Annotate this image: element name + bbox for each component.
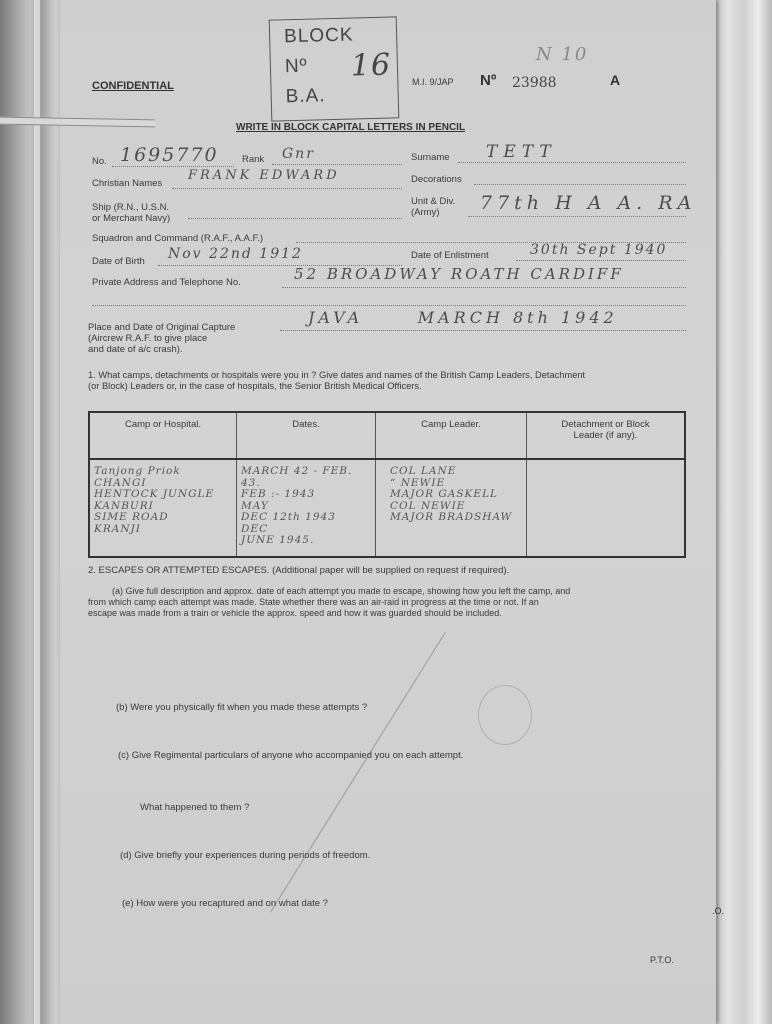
christian-label: Christian Names [92, 178, 163, 189]
leader-entry: “ NEWIE [390, 476, 446, 489]
date-entry: JUNE 1945. [241, 534, 315, 546]
stacked-pages-edge [714, 0, 772, 1024]
date-entry: DEC [241, 522, 269, 535]
block-stamp [269, 16, 400, 121]
camp-entry: HENTOCK JUNGLE [94, 488, 215, 500]
stamp-ba: B.A. [285, 85, 326, 108]
stamp-block-number: 16 [350, 47, 392, 84]
date-entry: MAY [241, 499, 269, 512]
decorations-label: Decorations [411, 174, 462, 185]
camp-entry: KANBURI [94, 499, 154, 512]
dob-label: Date of Birth [92, 256, 145, 267]
form-suffix: A [610, 72, 621, 88]
question-2a-line-2: from which camp each attempt was made. State whether there was an air-raid in progress at the time or not. If an [88, 597, 539, 607]
number-label: Nº [480, 72, 497, 89]
question-2a-line-1: (a) Give full description and approx. date of each attempt you made to escape, showing how you left the camp, and [112, 586, 571, 596]
question-2e: (e) How were you recaptured and on what date ? [122, 898, 328, 909]
stamp-block: BLOCK [283, 24, 354, 48]
pto-label: P.T.O. [650, 955, 674, 965]
leaders-cell [376, 459, 527, 557]
question-2-title: 2. ESCAPES OR ATTEMPTED ESCAPES. (Additional paper will be supplied on request if required). [88, 565, 510, 576]
question-2d: (d) Give briefly your experiences during periods of freedom. [120, 850, 371, 861]
form-code: M.I. 9/JAP [412, 77, 454, 87]
no-value: 1695770 [120, 144, 219, 166]
capture-label: Place and Date of Original Capture (Aircrew R.A.F. to give place and date of a/c crash). [88, 322, 236, 355]
corner-note: N 10 [536, 44, 589, 65]
detachment-cell [527, 459, 686, 557]
form-number: 23988 [512, 75, 557, 91]
ship-label: Ship (R.N., U.S.N. or Merchant Navy) [92, 202, 171, 224]
leader-entry: MAJOR BRADSHAW [390, 511, 513, 523]
question-1-line-2: (or Block) Leaders or, in the case of hospitals, the Senior British Medical Officers. [88, 381, 422, 391]
question-2c-followup: What happened to them ? [140, 802, 250, 813]
camps-cell [89, 459, 237, 557]
camp-entry: KRANJI [94, 522, 141, 535]
header-dates: Dates. [237, 412, 376, 459]
underlying-page-text: .O. [712, 906, 725, 916]
camp-entry: Tanjong Priok [94, 465, 181, 477]
instruction: WRITE IN BLOCK CAPITAL LETTERS IN PENCIL [236, 122, 466, 133]
address-value: 52 BROADWAY ROATH CARDIFF [294, 265, 624, 283]
date-entry: DEC 12th 1943 [241, 511, 336, 523]
rank-value: Gnr [282, 146, 315, 162]
question-1-line-1: 1. What camps, detachments or hospitals were you in ? Give dates and names of the British Camp Leaders, Detachment [88, 370, 586, 380]
capture-value: JAVA MARCH 8th 1942 [308, 308, 618, 327]
camp-entry: SIME ROAD [94, 511, 169, 523]
address-label: Private Address and Telephone No. [92, 277, 241, 288]
confidential-label: CONFIDENTIAL [92, 80, 174, 92]
dates-cell [237, 459, 376, 557]
date-entry: MARCH 42 - FEB. 43. [241, 465, 353, 489]
question-2a-line-3: escape was made from a train or vehicle the approx. speed and how it was guarded should be included. [88, 608, 502, 618]
enlistment-label: Date of Enlistment [411, 250, 489, 261]
header-camp-leader: Camp Leader. [376, 412, 527, 459]
date-entry: FEB :- 1943 [241, 488, 316, 500]
question-2b: (b) Were you physically fit when you made these attempts ? [116, 702, 368, 713]
dob-value: Nov 22nd 1912 [168, 246, 303, 262]
form-page [60, 0, 716, 1024]
stamp-no: Nº [284, 55, 308, 78]
squadron-label: Squadron and Command (R.A.F., A.A.F.) [92, 233, 264, 244]
christian-value: FRANK EDWARD [188, 168, 340, 183]
leader-entry: MAJOR GASKELL [390, 488, 499, 500]
camp-entry: CHANGI [94, 476, 147, 489]
camps-table [88, 411, 686, 558]
no-label: No. [92, 156, 107, 167]
surname-label: Surname [411, 152, 450, 163]
header-camp: Camp or Hospital. [89, 412, 237, 459]
unit-value: 77th H A A. RA [480, 192, 697, 214]
pencil-circle-mark [478, 685, 532, 745]
question-2c: (c) Give Regimental particulars of anyone who accompanied you on each attempt. [118, 750, 464, 761]
leader-entry: COL LANE [390, 465, 457, 477]
enlistment-value: 30th Sept 1940 [530, 242, 668, 258]
leader-entry: COL NEWIE [390, 499, 466, 512]
rank-label: Rank [242, 154, 265, 165]
surname-value: TETT [486, 142, 557, 162]
header-detachment: Detachment or Block Leader (if any). [527, 412, 686, 459]
unit-label: Unit & Div. (Army) [411, 196, 456, 218]
